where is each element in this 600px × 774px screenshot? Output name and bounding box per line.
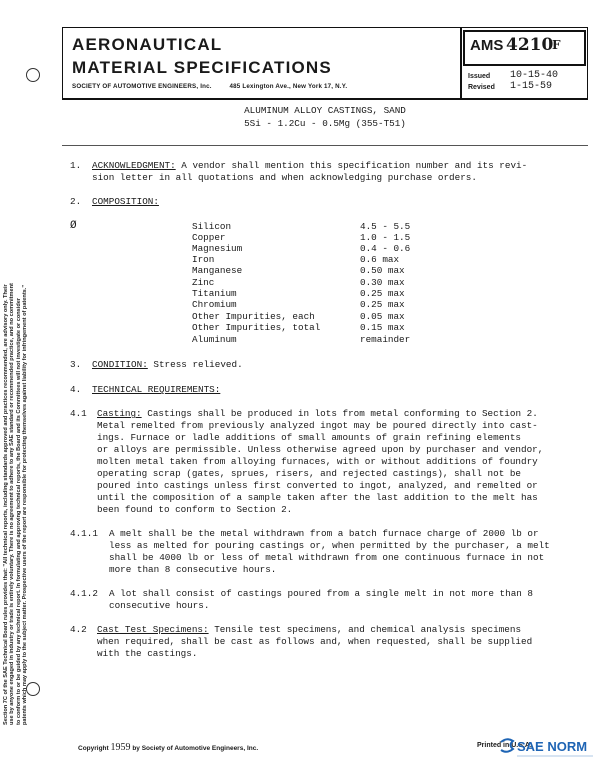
binder-hole-top [26, 68, 40, 82]
section-1-text-2: sion letter in all quotations and when acknowledging purchase orders. [92, 172, 477, 183]
composition-element: Iron [192, 254, 215, 265]
side-legal-note [3, 75, 41, 725]
composition-element: Other Impurities, each [192, 311, 315, 322]
spec-revision: F [552, 38, 561, 52]
section-4-1-1-text: more than 8 consecutive hours. [109, 564, 277, 575]
section-3-heading: CONDITION: [92, 359, 148, 370]
copyright-line [78, 742, 258, 753]
composition-value: 0.6 max [360, 254, 400, 265]
side-note-line: Section 7C of the SAE Technical Board rules provides that: "All technical reports, including standards approved and practices recommended, are advisory only. Their [3, 284, 9, 725]
composition-element: Manganese [192, 265, 243, 276]
printed-in: Printed in U.S.A. [477, 742, 532, 749]
section-2-heading: COMPOSITION: [92, 196, 159, 207]
section-4-1-text: or alloys are permissible. Unless otherwise agreed upon by purchaser and vendor, [97, 444, 544, 455]
header-divider [460, 27, 462, 99]
section-1-heading: ACKNOWLEDGMENT: [92, 160, 176, 171]
section-4-2-text: with the castings. [97, 648, 198, 659]
side-note-line: use by anyone engaged in industry or trade is entirely voluntary. There is no agreement to adhere to any SAE standard or recommended practice, and no commitment [9, 283, 16, 725]
composition-element: Titanium [192, 288, 237, 299]
title-rule [62, 145, 588, 146]
side-note-line: patents which may apply to the subject matter. Prospective users of the report are responsible for protecting themselves against liability for infringement of patents." [22, 285, 29, 725]
composition-value: remainder [360, 334, 411, 345]
section-4-2-heading: Cast Test Specimens: [97, 624, 209, 635]
section-4-1-1-number: 4.1.1 [70, 528, 98, 539]
section-4-1-2-text: A lot shall consist of castings poured from a single melt in not more than 8 [109, 588, 534, 599]
copyright-year: 1959 [110, 742, 131, 753]
binder-hole-bottom [26, 682, 40, 696]
composition-value: 0.4 - 0.6 [360, 243, 411, 254]
revised-label: Revised [468, 84, 495, 91]
document-subtitle: 5Si - 1.2Cu - 0.5Mg (355-T51) [244, 118, 406, 129]
section-4-1-text: ings. Furnace or ladle additions of small amounts of grain refining elements [97, 432, 522, 443]
section-4-1-text: Castings shall be produced in lots from metal conforming to Section 2. [147, 408, 538, 419]
section-4-2-number: 4.2 [70, 624, 87, 635]
header-title-line2: MATERIAL SPECIFICATIONS [72, 58, 332, 77]
section-4-1-1-text: shall be 4000 lb or less of metal withdrawn from one continuous furnace in not [109, 552, 545, 563]
section-3-text: Stress relieved. [153, 359, 243, 370]
revision-marker: Ø [70, 220, 77, 232]
section-1-line [92, 160, 527, 171]
section-4-1-text: until the composition of a sample taken after the last addition to the melt has [97, 492, 538, 503]
spec-prefix: AMS [470, 37, 504, 54]
section-3-number: 3. [70, 359, 82, 370]
section-4-2-line [97, 624, 521, 635]
composition-element: Aluminum [192, 334, 237, 345]
composition-value: 1.0 - 1.5 [360, 232, 411, 243]
section-4-number: 4. [70, 384, 82, 395]
composition-value: 4.5 - 5.5 [360, 221, 411, 232]
section-4-1-2-text: consecutive hours. [109, 600, 210, 611]
section-4-1-1-text: less as melted for pouring castings or, when permitted by the purchaser, a melt [109, 540, 550, 551]
section-4-1-text: molten metal taken from alloying furnaces, with or without additions of foundry [97, 456, 538, 467]
composition-value: 0.50 max [360, 265, 405, 276]
section-4-1-heading: Casting: [97, 408, 142, 419]
composition-element: Zinc [192, 277, 215, 288]
section-3-line [92, 359, 243, 370]
section-4-1-text: operating scrap (gates, sprues, risers, and rejected castings), shall not be [97, 468, 522, 479]
sae-norm-watermark [497, 736, 597, 760]
composition-element: Silicon [192, 221, 232, 232]
section-4-2-text: when required, shall be cast as follows and, when requested, shall be supplied [97, 636, 533, 647]
section-4-heading: TECHNICAL REQUIREMENTS: [92, 384, 221, 395]
section-4-2-text: Tensile test specimens, and chemical analysis specimens [214, 624, 522, 635]
revised-date: 1-15-59 [510, 81, 553, 92]
section-4-1-line [97, 408, 538, 419]
composition-value: 0.30 max [360, 277, 405, 288]
header-rule [62, 98, 588, 100]
composition-value: 0.15 max [360, 322, 405, 333]
copyright-holder: by Society of Automotive Engineers, Inc. [132, 745, 259, 752]
side-note-line: to conform to or be guided by any technical report. In formulating and approving technical reports, the Board and its Committees will not investigate or consider [15, 297, 22, 725]
issued-date: 10-15-40 [510, 70, 559, 81]
section-4-1-text: been found to conform to Section 2. [97, 504, 293, 515]
composition-element: Chromium [192, 299, 237, 310]
issued-label: Issued [468, 73, 491, 80]
society-address: 485 Lexington Ave., New York 17, N.Y. [229, 83, 348, 90]
watermark-text: SAE NORM [517, 739, 588, 754]
composition-value: 0.25 max [360, 299, 405, 310]
section-1-text: A vendor shall mention this specification number and its revi- [181, 160, 528, 171]
section-1-number: 1. [70, 160, 82, 171]
section-4-1-text: poured into castings unless first converted to ingot, analyzed, and remelted or [97, 480, 538, 491]
section-4-1-1-text: A melt shall be the metal withdrawn from a batch furnace charge of 2000 lb or [109, 528, 539, 539]
watermark-swoosh-icon [501, 739, 513, 752]
section-4-1-2-number: 4.1.2 [70, 588, 98, 599]
society-line [72, 83, 347, 90]
composition-element: Magnesium [192, 243, 243, 254]
header-title-line1: AERONAUTICAL [72, 35, 223, 54]
composition-element: Other Impurities, total [192, 322, 321, 333]
copyright-label: Copyright [78, 745, 109, 752]
society-name: SOCIETY OF AUTOMOTIVE ENGINEERS, Inc. [72, 83, 212, 90]
section-4-1-number: 4.1 [70, 408, 87, 419]
section-4-1-text: Metal remelted from previously analyzed ingot may be poured directly into cast- [97, 420, 538, 431]
composition-element: Copper [192, 232, 226, 243]
spec-number: 4210 [506, 35, 554, 55]
document-title: ALUMINUM ALLOY CASTINGS, SAND [244, 105, 406, 116]
section-2-number: 2. [70, 196, 82, 207]
composition-value: 0.05 max [360, 311, 405, 322]
composition-value: 0.25 max [360, 288, 405, 299]
